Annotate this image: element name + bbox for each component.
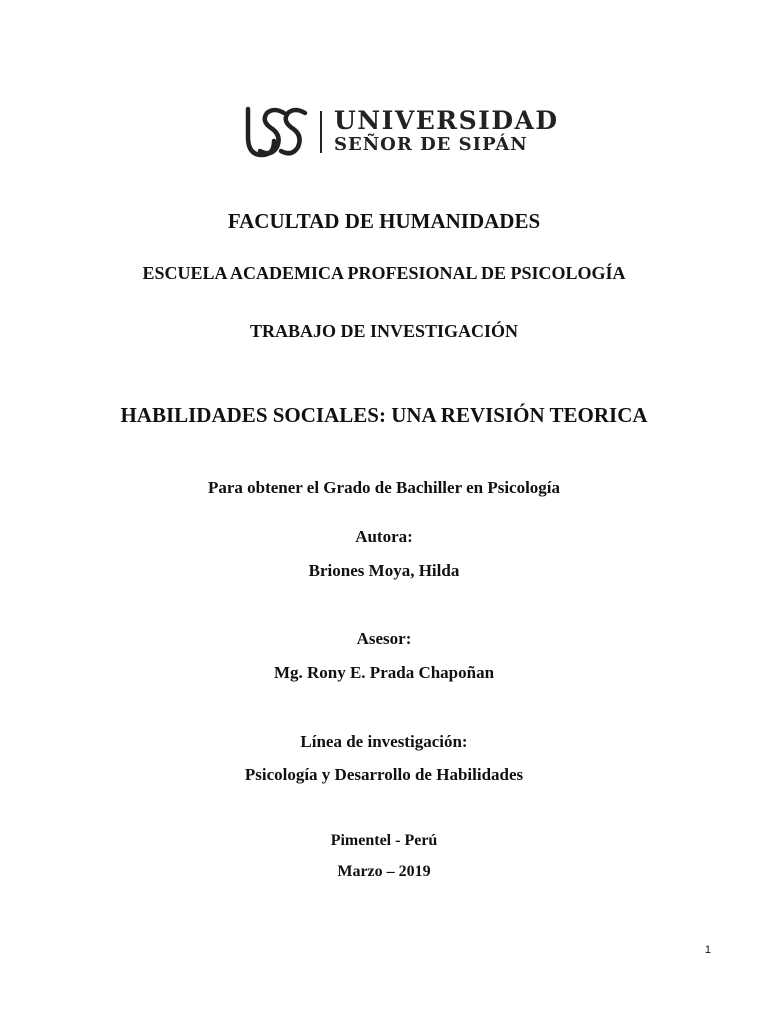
research-line-value: Psicología y Desarrollo de Habilidades [244, 765, 524, 784]
document-title: HABILIDADES SOCIALES: UNA REVISIÓN TEORICA [120, 403, 648, 427]
page-number: 1 [704, 944, 711, 956]
logo-name-text: SEÑOR DE SIPÁN [334, 134, 528, 155]
date-text: Marzo – 2019 [337, 863, 431, 880]
school-heading: ESCUELA ACADEMICA PROFESIONAL DE PSICOLOGÍA [142, 263, 626, 283]
author-name: Briones Moya, Hilda [308, 561, 460, 580]
logo-university-text: UNIVERSIDAD [334, 106, 559, 135]
author-label: Autora: [355, 527, 413, 546]
logo-wordmark [334, 108, 559, 156]
logo-divider [320, 111, 322, 153]
degree-purpose: Para obtener el Grado de Bachiller en Psicología [207, 478, 561, 497]
work-type-heading: TRABAJO DE INVESTIGACIÓN [249, 321, 519, 341]
advisor-name: Mg. Rony E. Prada Chapoñan [273, 663, 495, 682]
university-logo [244, 104, 559, 160]
research-line-label: Línea de investigación: [300, 732, 468, 751]
faculty-heading: FACULTAD DE HUMANIDADES [227, 209, 541, 233]
uss-monogram-icon [244, 105, 310, 159]
advisor-label: Asesor: [356, 629, 412, 648]
place-text: Pimentel - Perú [330, 832, 438, 849]
